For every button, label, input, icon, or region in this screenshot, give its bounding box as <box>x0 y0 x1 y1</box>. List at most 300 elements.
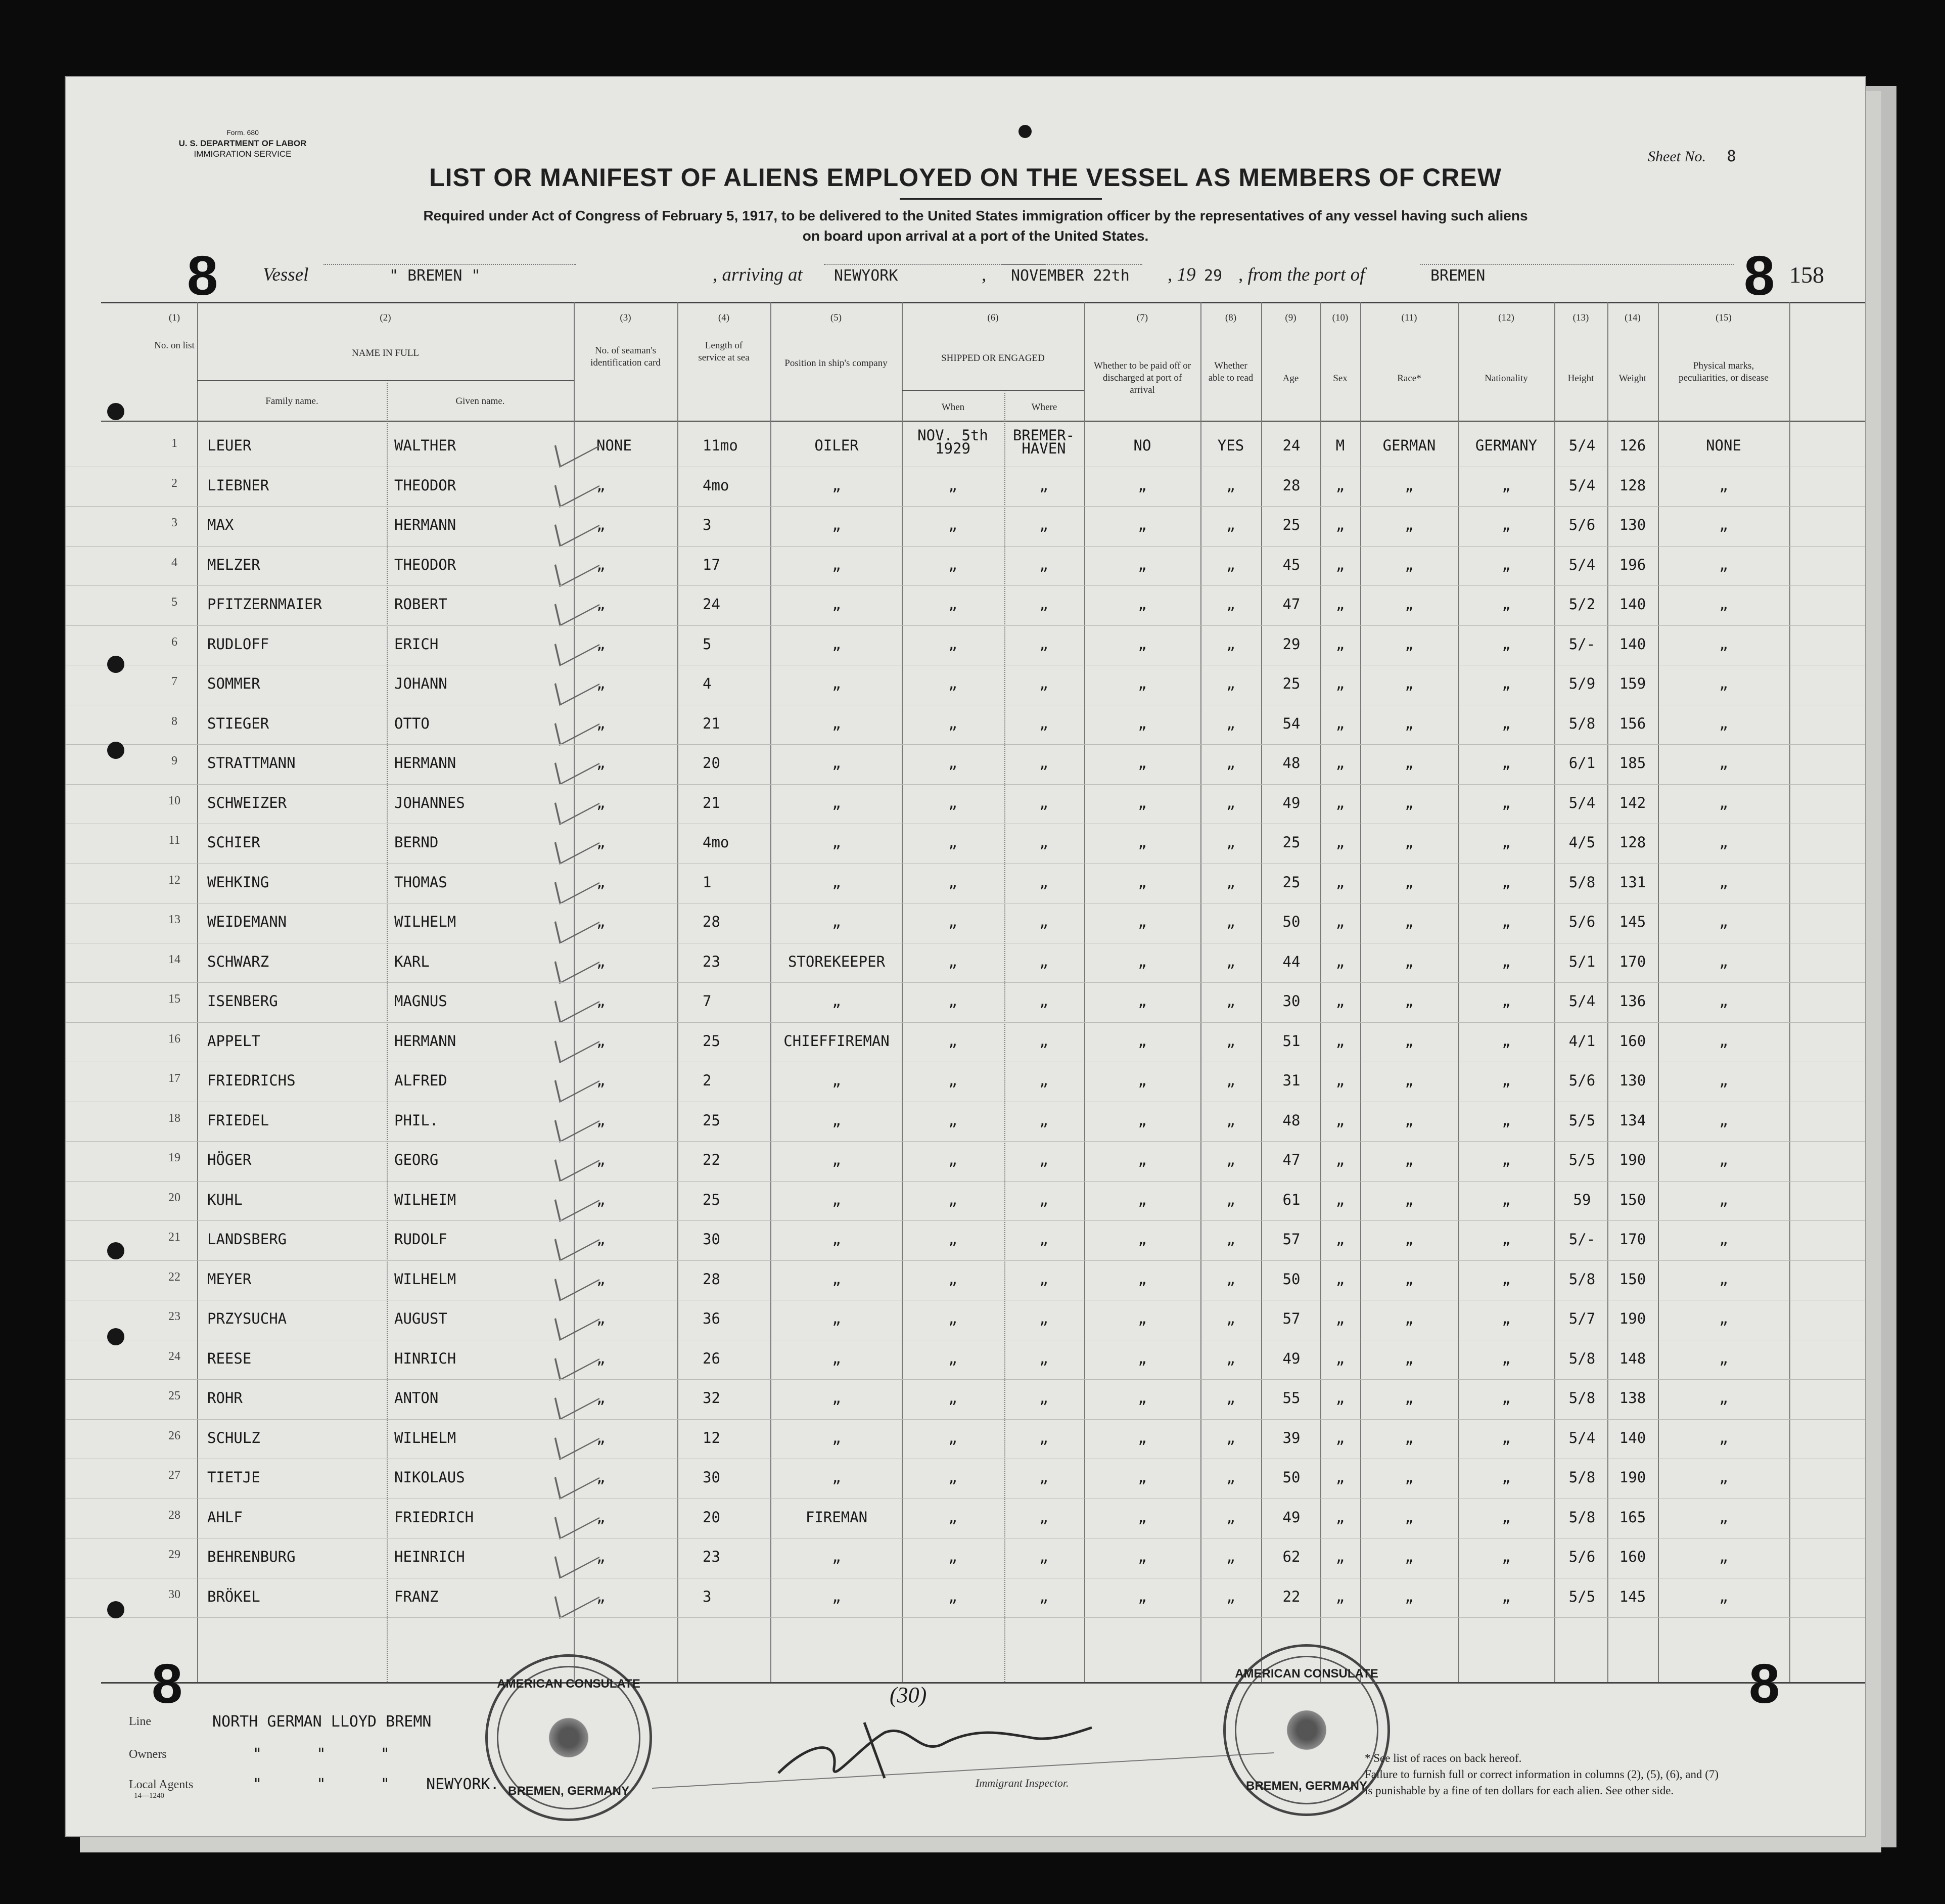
shipped-when: „ <box>948 1231 957 1248</box>
family-name: FRIEDRICHS <box>207 1072 296 1089</box>
race: „ <box>1405 992 1414 1010</box>
race: „ <box>1405 675 1414 692</box>
age: 49 <box>1282 1508 1301 1526</box>
service-length: 17 <box>703 556 720 573</box>
shipped-where: „ <box>1039 1111 1048 1129</box>
sex: „ <box>1335 1231 1345 1248</box>
sex: „ <box>1335 675 1345 692</box>
given-name: THEODOR <box>394 556 456 573</box>
race: „ <box>1405 1032 1414 1050</box>
service-label: IMMIGRATION SERVICE <box>194 149 292 159</box>
sex: „ <box>1335 913 1345 930</box>
service-length: 26 <box>703 1349 720 1367</box>
service-length: 28 <box>703 1270 720 1288</box>
shipped-where: „ <box>1039 714 1048 732</box>
weight: 131 <box>1619 873 1646 891</box>
service-length: 22 <box>703 1151 720 1168</box>
nationality: „ <box>1502 1111 1511 1129</box>
service-length: 7 <box>703 992 712 1010</box>
row-number: 17 <box>168 1072 180 1085</box>
position: „ <box>832 1111 841 1129</box>
total-count: (30) <box>890 1683 927 1707</box>
family-name: SCHWEIZER <box>207 794 287 811</box>
physical-marks: „ <box>1719 635 1728 653</box>
nationality: „ <box>1502 1231 1511 1248</box>
nationality: „ <box>1502 1191 1511 1208</box>
paid-off: „ <box>1138 992 1147 1010</box>
age: 49 <box>1282 1349 1301 1367</box>
service-length: 3 <box>703 516 712 533</box>
height: 5/4 <box>1568 437 1596 454</box>
id-card: „ <box>596 1151 606 1168</box>
given-name: JOHANNES <box>394 794 465 811</box>
id-card: „ <box>596 1508 606 1526</box>
shipped-where: „ <box>1039 1389 1048 1407</box>
col-name-in-full: NAME IN FULL <box>352 348 419 358</box>
checkmark-icon <box>554 1258 599 1301</box>
given-name: AUGUST <box>394 1310 447 1327</box>
nationality: „ <box>1502 1310 1511 1327</box>
col-9-number: (9) <box>1285 312 1296 323</box>
row-number: 15 <box>168 992 180 1006</box>
col-14-number: (14) <box>1625 312 1641 323</box>
weight: 190 <box>1619 1469 1646 1486</box>
age: 50 <box>1282 1270 1301 1288</box>
table-row <box>66 1503 1865 1542</box>
shipped-when: „ <box>948 516 957 533</box>
id-card: „ <box>596 1072 606 1089</box>
row-number: 11 <box>168 834 180 847</box>
family-name: AHLF <box>207 1508 243 1526</box>
age: 51 <box>1282 1032 1301 1050</box>
row-divider <box>66 1260 1865 1261</box>
footnote-failure: Failure to furnish full or correct information in columns (2), (5), (6), and (7) <box>1365 1768 1719 1781</box>
col-nationality: Nationality <box>1485 373 1528 384</box>
paid-off: „ <box>1138 1231 1147 1248</box>
shipped-when: „ <box>948 1310 957 1327</box>
id-card: „ <box>596 596 606 613</box>
service-length: 25 <box>703 1111 720 1129</box>
nationality: „ <box>1502 635 1511 653</box>
given-name: ROBERT <box>394 596 447 613</box>
stamp-top-text: AMERICAN CONSULATE <box>497 1677 640 1691</box>
checkmark-icon <box>554 663 599 706</box>
position: STOREKEEPER <box>788 953 886 970</box>
weight: 126 <box>1619 437 1646 454</box>
position: „ <box>832 1191 841 1208</box>
table-row <box>66 828 1865 867</box>
checkmark-icon <box>554 1417 599 1460</box>
paid-off: „ <box>1138 476 1147 494</box>
row-divider <box>66 506 1865 507</box>
family-name: STIEGER <box>207 714 269 732</box>
row-number: 18 <box>168 1111 180 1125</box>
race: „ <box>1405 953 1414 970</box>
able-to-read: „ <box>1226 913 1235 930</box>
weight: 128 <box>1619 476 1646 494</box>
col-given-name: Given name. <box>455 396 505 406</box>
col-age: Age <box>1282 373 1299 384</box>
physical-marks: „ <box>1719 1111 1728 1129</box>
id-card: „ <box>596 1111 606 1129</box>
race: GERMAN <box>1382 437 1436 454</box>
family-name: ROHR <box>207 1389 243 1407</box>
sex: „ <box>1335 1191 1345 1208</box>
race: „ <box>1405 476 1414 494</box>
shipped-where: BREMER- HAVEN <box>1012 427 1075 457</box>
service-length: 4mo <box>703 476 729 494</box>
table-row <box>66 907 1865 946</box>
sex: „ <box>1335 754 1345 772</box>
shipped-when: NOV. 5th 1929 <box>917 427 988 457</box>
checkmark-icon <box>554 1496 599 1539</box>
shipped-when: „ <box>948 913 957 930</box>
row-number: 3 <box>171 516 177 529</box>
row-divider <box>66 1419 1865 1420</box>
given-name: PHIL. <box>394 1111 439 1129</box>
row-divider <box>66 1220 1865 1221</box>
shipped-where: „ <box>1039 516 1048 533</box>
service-length: 4mo <box>703 834 729 851</box>
col-2-number: (2) <box>380 312 391 323</box>
paid-off: „ <box>1138 873 1147 891</box>
paid-off: „ <box>1138 1389 1147 1407</box>
checkmark-icon <box>554 583 599 626</box>
vessel-line: Vessel " BREMEN " , arriving at NEWYORK , NOVEMBER 22th , 19 29 , from the port of BREMEN <box>263 264 1866 294</box>
physical-marks: „ <box>1719 596 1728 613</box>
footnote-races: * See list of races on back hereof. <box>1365 1752 1522 1764</box>
height: 5/8 <box>1568 873 1596 891</box>
service-length: 2 <box>703 1072 712 1089</box>
shipped-when: „ <box>948 675 957 692</box>
id-card: „ <box>596 754 606 772</box>
weight: 185 <box>1619 754 1646 772</box>
physical-marks: „ <box>1719 1469 1728 1486</box>
service-length: 3 <box>703 1588 712 1605</box>
sheet-marker-top-right: 8 <box>1744 245 1775 307</box>
table-row <box>66 947 1865 986</box>
able-to-read: „ <box>1226 1032 1235 1050</box>
height: 5/5 <box>1568 1588 1596 1605</box>
weight: 140 <box>1619 596 1646 613</box>
given-name: ALFRED <box>394 1072 447 1089</box>
id-card: „ <box>596 476 606 494</box>
position: „ <box>832 1429 841 1446</box>
age: 47 <box>1282 1151 1301 1168</box>
form-header <box>136 127 349 159</box>
sheet-number-value: 8 <box>1727 148 1736 165</box>
height: 59 <box>1573 1191 1591 1208</box>
physical-marks: „ <box>1719 953 1728 970</box>
race: „ <box>1405 1111 1414 1129</box>
checkmark-icon <box>554 1575 599 1618</box>
race: „ <box>1405 1429 1414 1446</box>
height: 5/6 <box>1568 516 1596 533</box>
physical-marks: „ <box>1719 714 1728 732</box>
family-name: HÖGER <box>207 1151 252 1168</box>
weight: 170 <box>1619 1231 1646 1248</box>
age: 44 <box>1282 953 1301 970</box>
physical-marks: „ <box>1719 675 1728 692</box>
shipped-when: „ <box>948 476 957 494</box>
col-sex: Sex <box>1333 373 1348 384</box>
paid-off: „ <box>1138 1349 1147 1367</box>
checkmark-icon <box>554 623 599 666</box>
height: 5/6 <box>1568 1072 1596 1089</box>
position: „ <box>832 1072 841 1089</box>
service-length: 30 <box>703 1231 720 1248</box>
position: OILER <box>814 437 859 454</box>
family-name: LEUER <box>207 437 252 454</box>
race: „ <box>1405 913 1414 930</box>
physical-marks: „ <box>1719 1231 1728 1248</box>
race: „ <box>1405 834 1414 851</box>
physical-marks: „ <box>1719 1548 1728 1565</box>
able-to-read: „ <box>1226 635 1235 653</box>
age: 49 <box>1282 794 1301 811</box>
height: 5/4 <box>1568 556 1596 573</box>
able-to-read: „ <box>1226 1270 1235 1288</box>
position: „ <box>832 476 841 494</box>
col-8-number: (8) <box>1225 312 1237 323</box>
height: 5/7 <box>1568 1310 1596 1327</box>
shipped-where: „ <box>1039 1349 1048 1367</box>
service-length: 23 <box>703 1548 720 1565</box>
punch-hole <box>107 742 124 759</box>
form-code: 14—1240 <box>134 1792 164 1800</box>
family-name: TIETJE <box>207 1469 260 1486</box>
nationality: „ <box>1502 1349 1511 1367</box>
race: „ <box>1405 1231 1414 1248</box>
row-number: 8 <box>171 714 177 728</box>
sex: „ <box>1335 1151 1345 1168</box>
id-card: „ <box>596 794 606 811</box>
paid-off: „ <box>1138 1548 1147 1565</box>
shipped-when: „ <box>948 1389 957 1407</box>
physical-marks: „ <box>1719 1429 1728 1446</box>
position: „ <box>832 1151 841 1168</box>
table-row <box>66 748 1865 788</box>
service-length: 21 <box>703 794 720 811</box>
shipped-when: „ <box>948 1548 957 1565</box>
height: 5/4 <box>1568 476 1596 494</box>
paid-off: „ <box>1138 596 1147 613</box>
able-to-read: YES <box>1217 437 1244 454</box>
shipped-where: „ <box>1039 992 1048 1010</box>
row-divider <box>66 744 1865 745</box>
line-value: NORTH GERMAN LLOYD BREMN <box>212 1713 432 1731</box>
nationality: „ <box>1502 596 1511 613</box>
table-row <box>66 1423 1865 1463</box>
able-to-read: „ <box>1226 1231 1235 1248</box>
checkmark-icon <box>554 425 599 468</box>
checkmark-icon <box>554 861 599 904</box>
given-name: WALTHER <box>394 437 456 454</box>
given-name: HERMANN <box>394 1032 456 1050</box>
given-name: HERMANN <box>394 516 456 533</box>
checkmark-icon <box>554 504 599 547</box>
page-title: LIST OR MANIFEST OF ALIENS EMPLOYED ON THE VESSEL AS MEMBERS OF CREW <box>429 163 1502 192</box>
nationality: „ <box>1502 1151 1511 1168</box>
header-bottom-rule <box>101 421 1865 422</box>
sheet-marker-bottom-left: 8 <box>152 1653 183 1715</box>
able-to-read: „ <box>1226 873 1235 891</box>
height: 4/5 <box>1568 834 1596 851</box>
nationality: „ <box>1502 1548 1511 1565</box>
sex: „ <box>1335 596 1345 613</box>
paid-off: „ <box>1138 1032 1147 1050</box>
able-to-read: „ <box>1226 675 1235 692</box>
col-12-number: (12) <box>1498 312 1514 323</box>
table-row <box>66 1264 1865 1304</box>
paid-off: „ <box>1138 913 1147 930</box>
shipped-when: „ <box>948 714 957 732</box>
table-row <box>66 669 1865 708</box>
nationality: „ <box>1502 1032 1511 1050</box>
service-length: 21 <box>703 714 720 732</box>
nationality: „ <box>1502 556 1511 573</box>
given-name: THEODOR <box>394 476 456 494</box>
nationality: „ <box>1502 794 1511 811</box>
nationality: „ <box>1502 516 1511 533</box>
nationality: „ <box>1502 1508 1511 1526</box>
col-where: Where <box>1031 402 1057 413</box>
shipped-when: „ <box>948 873 957 891</box>
col-length-service: Length of service at sea <box>698 340 750 363</box>
physical-marks: „ <box>1719 1032 1728 1050</box>
table-row <box>66 1026 1865 1066</box>
position: „ <box>832 596 841 613</box>
position: „ <box>832 635 841 653</box>
checkmark-icon <box>554 1457 599 1500</box>
weight: 130 <box>1619 516 1646 533</box>
row-divider <box>66 585 1865 586</box>
height: 5/8 <box>1568 714 1596 732</box>
col-position: Position in ship's company <box>784 358 888 369</box>
family-name: APPELT <box>207 1032 260 1050</box>
position: „ <box>832 675 841 692</box>
position: „ <box>832 516 841 533</box>
id-card: „ <box>596 1349 606 1367</box>
physical-marks: „ <box>1719 992 1728 1010</box>
id-card: NONE <box>596 437 632 454</box>
shipped-where: „ <box>1039 1072 1048 1089</box>
shipped-when: „ <box>948 635 957 653</box>
position: „ <box>832 714 841 732</box>
id-card: „ <box>596 1429 606 1446</box>
row-number: 23 <box>168 1310 180 1323</box>
row-number: 28 <box>168 1508 180 1522</box>
nationality: „ <box>1502 1270 1511 1288</box>
row-divider <box>66 1379 1865 1380</box>
service-length: 36 <box>703 1310 720 1327</box>
shipped-when: „ <box>948 556 957 573</box>
checkmark-icon <box>554 940 599 983</box>
shipped-where: „ <box>1039 556 1048 573</box>
height: 5/4 <box>1568 992 1596 1010</box>
weight: 134 <box>1619 1111 1646 1129</box>
sex: „ <box>1335 992 1345 1010</box>
row-divider <box>66 1617 1865 1618</box>
table-row <box>66 709 1865 748</box>
given-name: WILHELM <box>394 913 456 930</box>
sheet-marker-top-left: 8 <box>187 245 218 307</box>
sex: „ <box>1335 1389 1345 1407</box>
sex: „ <box>1335 834 1345 851</box>
position: „ <box>832 834 841 851</box>
service-length: 20 <box>703 754 720 772</box>
row-number: 24 <box>168 1349 180 1363</box>
subtitle-line-2: on board upon arrival at a port of the United States. <box>802 228 1149 244</box>
able-to-read: „ <box>1226 1111 1235 1129</box>
position: FIREMAN <box>805 1508 868 1526</box>
row-number: 27 <box>168 1469 180 1482</box>
consulate-stamp-left <box>485 1654 652 1821</box>
id-card: „ <box>596 1270 606 1288</box>
checkmark-icon <box>554 1178 599 1221</box>
sex: „ <box>1335 1310 1345 1327</box>
table-row <box>66 510 1865 550</box>
sex: „ <box>1335 794 1345 811</box>
row-number: 29 <box>168 1548 180 1561</box>
table-row <box>66 1383 1865 1423</box>
nationality: „ <box>1502 834 1511 851</box>
able-to-read: „ <box>1226 714 1235 732</box>
family-name: MELZER <box>207 556 260 573</box>
position: „ <box>832 1231 841 1248</box>
position: „ <box>832 1310 841 1327</box>
row-divider <box>66 784 1865 785</box>
weight: 128 <box>1619 834 1646 851</box>
col-3-number: (3) <box>620 312 631 323</box>
from-label: , from the port of <box>1238 264 1365 285</box>
able-to-read: „ <box>1226 1429 1235 1446</box>
shipped-where: „ <box>1039 1191 1048 1208</box>
table-row <box>66 1145 1865 1185</box>
punch-hole <box>107 1242 124 1259</box>
id-card: „ <box>596 1469 606 1486</box>
punch-hole <box>107 656 124 673</box>
id-card: „ <box>596 953 606 970</box>
row-number: 10 <box>168 794 180 807</box>
given-name: OTTO <box>394 714 430 732</box>
family-name: RUDLOFF <box>207 635 269 653</box>
vessel-label: Vessel <box>263 264 309 285</box>
shipped-where: „ <box>1039 873 1048 891</box>
col-13-number: (13) <box>1572 312 1589 323</box>
table-row <box>66 986 1865 1026</box>
race: „ <box>1405 635 1414 653</box>
table-row <box>66 550 1865 590</box>
able-to-read: „ <box>1226 754 1235 772</box>
row-number: 25 <box>168 1389 180 1402</box>
table-bottom-rule <box>101 1682 1865 1684</box>
sex: M <box>1335 437 1345 454</box>
table-row <box>66 1185 1865 1225</box>
col-4-number: (4) <box>718 312 730 323</box>
shipped-where: „ <box>1039 1588 1048 1605</box>
able-to-read: „ <box>1226 1548 1235 1565</box>
table-row <box>66 1463 1865 1502</box>
row-number: 1 <box>171 437 177 450</box>
col-shipped: SHIPPED OR ENGAGED <box>941 353 1045 364</box>
row-number: 2 <box>171 476 177 490</box>
weight: 159 <box>1619 675 1646 692</box>
age: 50 <box>1282 1469 1301 1486</box>
given-name: HERMANN <box>394 754 456 772</box>
sex: „ <box>1335 1469 1345 1486</box>
height: 4/1 <box>1568 1032 1596 1050</box>
